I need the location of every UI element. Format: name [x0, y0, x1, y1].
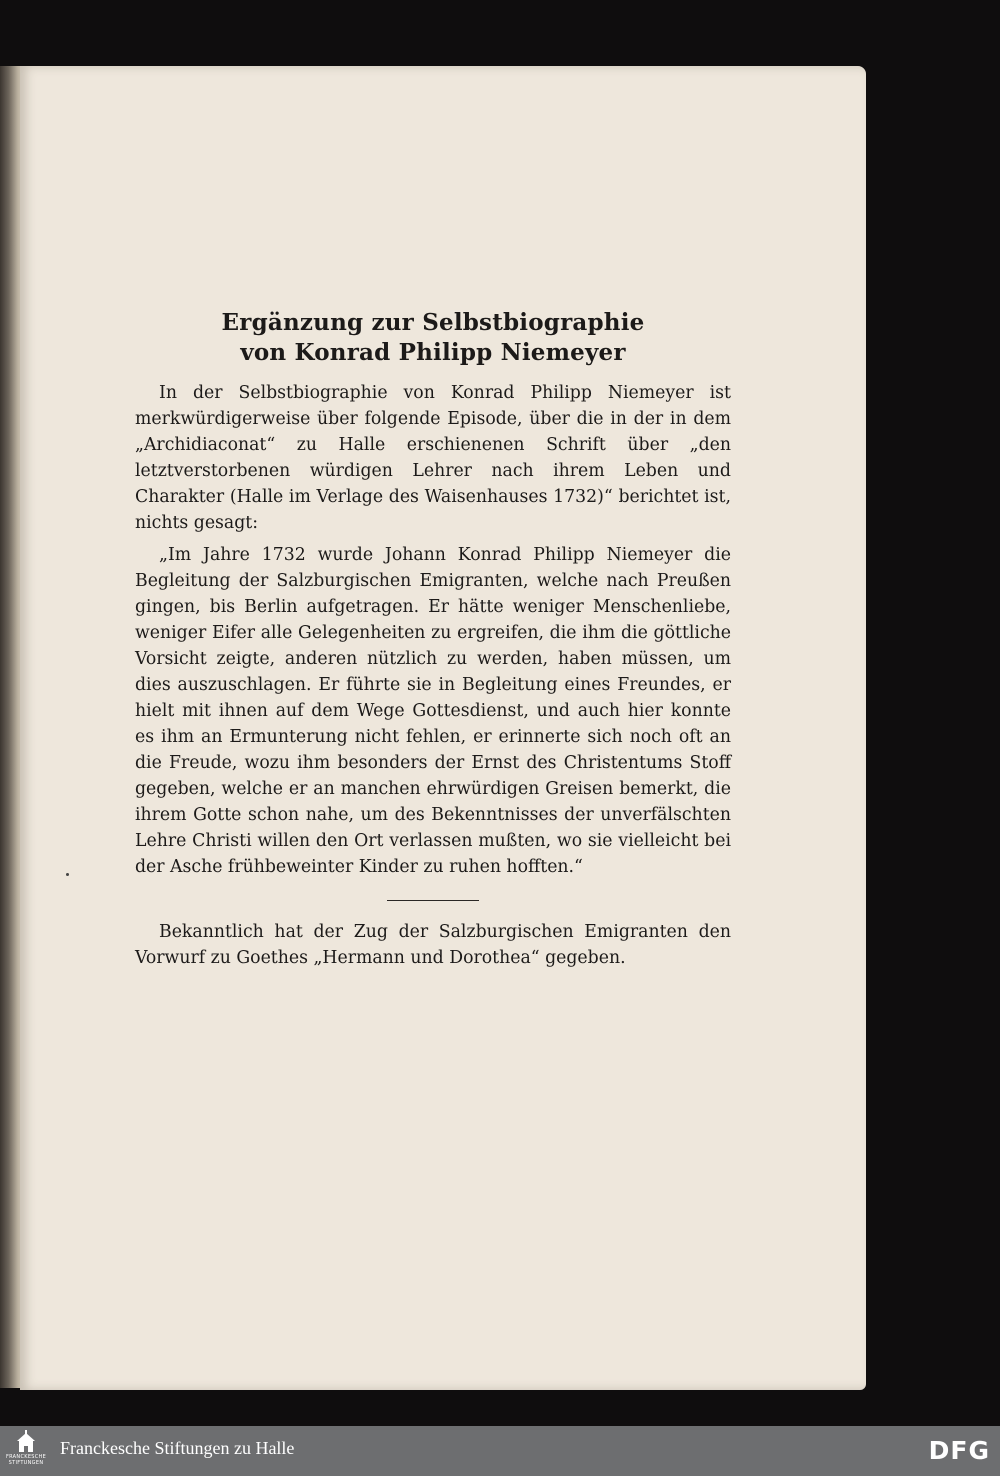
- viewer-footer: [0, 1426, 1000, 1476]
- page-content: [135, 308, 731, 971]
- title-line-2: von Konrad Philipp Niemeyer: [240, 339, 626, 366]
- institution-name-link[interactable]: Franckesche Stiftungen zu Halle: [60, 1438, 295, 1458]
- orphanage-building-icon: [15, 1430, 37, 1454]
- logo-text-line-1: FRANCKESCHE: [5, 1454, 47, 1460]
- paragraph-quote: „Im Jahre 1732 wurde Johann Konrad Philipp Niemeyer die Begleitung der Salzburgischen Emigranten, welche nach Preußen gingen, bis Berlin aufgetragen. Er hätte weniger Menschenliebe, weniger Eifer alle Gelegenheiten zu ergreifen, die ihm die göttliche Vorsicht zeigte, anderen nützlich zu werden, haben müssen, um dies auszuschlagen. Er führte sie in Begleitung eines Freundes, er hielt mit ihnen auf dem Wege Gottesdienst, und auch hier konnte es ihm an Ermunterung nicht fehlen, er erinnerte sich noch oft an die Freude, wozu ihm besonders der Ernst des Christentums Stoff gegeben, welche er an manchen ehrwürdigen Greisen bemerkt, die ihrem Gotte schon nahe, um des Bekenntnisses der unverfälschten Lehre Christi willen den Ort verlassen mußten, wo sie vielleicht bei der Asche frühbeweinter Kinder zu ruhen hofften.“: [135, 545, 731, 877]
- institution-logo[interactable]: [4, 1430, 48, 1472]
- dfg-logo[interactable]: DFG: [928, 1436, 990, 1465]
- book-spine: [0, 66, 22, 1388]
- page-title: [135, 308, 731, 368]
- logo-text-line-2: STIFTUNGEN: [8, 1460, 44, 1466]
- page-speck: [66, 873, 69, 876]
- title-line-1: Ergänzung zur Selbstbiographie: [221, 309, 645, 336]
- paragraph-closing: Bekanntlich hat der Zug der Salzburgischen Emigranten den Vorwurf zu Goethes „Hermann und Dorothea“ gegeben.: [135, 922, 731, 968]
- paragraph-intro: In der Selbstbiographie von Konrad Philipp Niemeyer ist merkwürdigerweise über folgende Episode, über die in der in dem „Archidiaconat“ zu Halle erschienenen Schrift über „den letztverstorbenen würdigen Lehrer nach ihrem Leben und Charakter (Halle im Verlage des Waisenhauses 1732)“ berichtet ist, nichts gesagt:: [135, 383, 731, 533]
- section-divider: [387, 900, 479, 901]
